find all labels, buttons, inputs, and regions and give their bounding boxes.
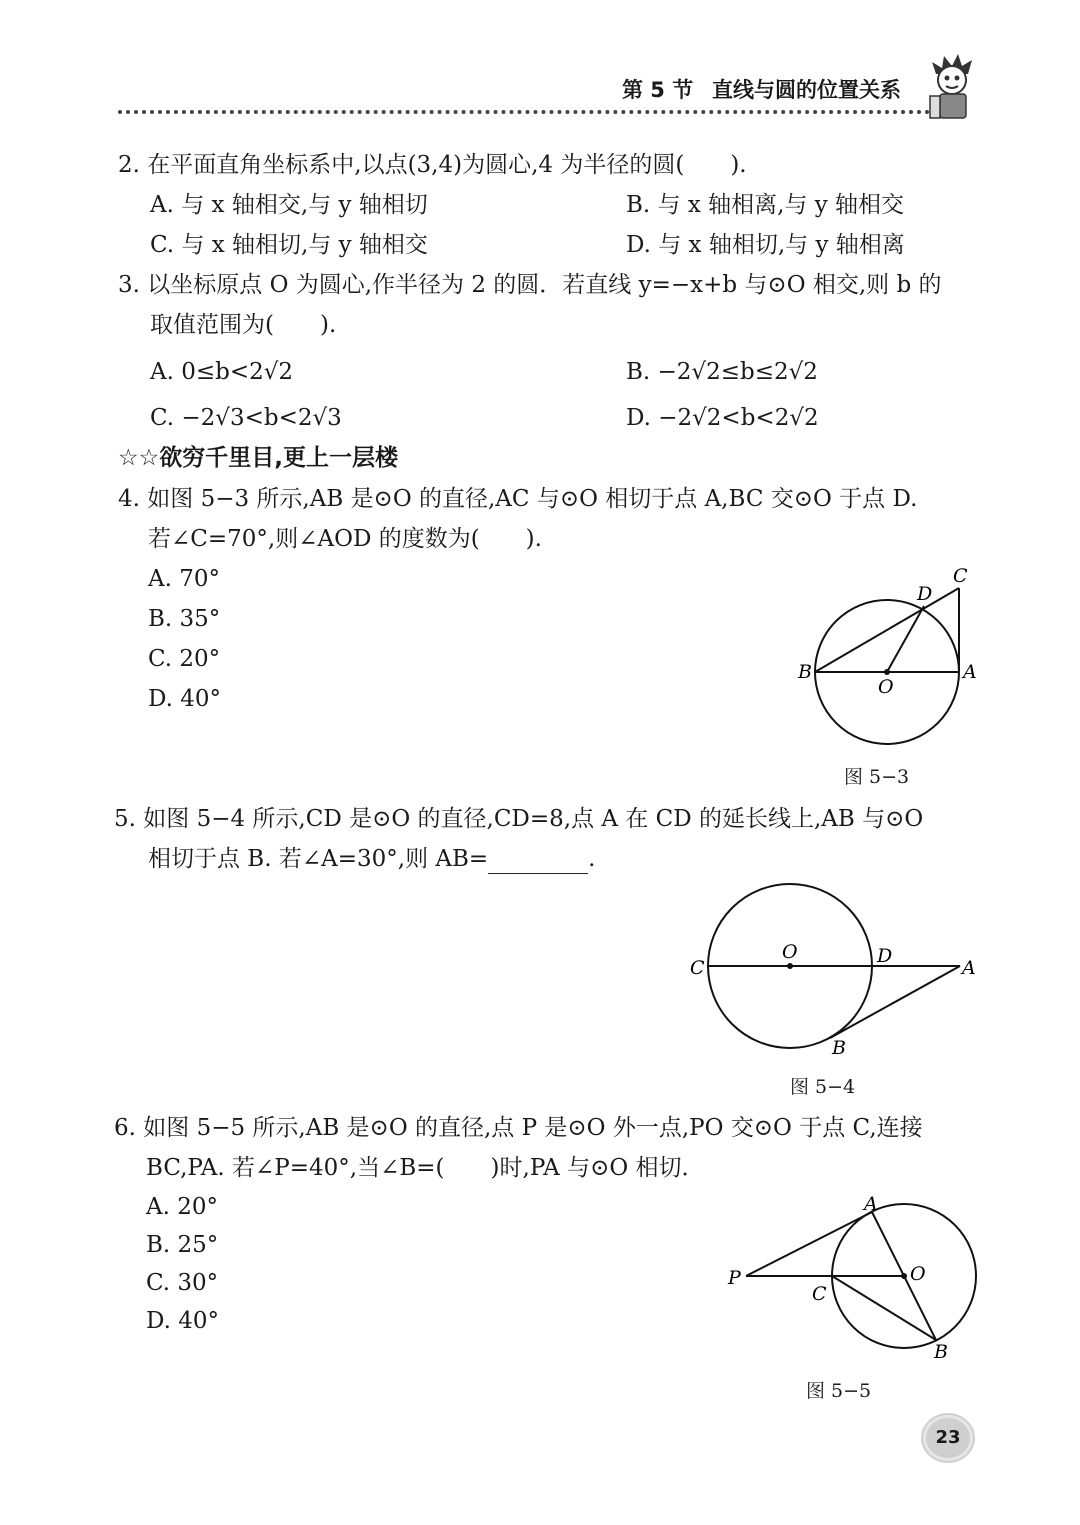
tangent-ab [830, 966, 960, 1038]
q6-stem-line1: 6. 如图 5−5 所示,AB 是⊙O 的直径,点 P 是⊙O 外一点,PO 交⊙O 于点 C,连接 [114, 1115, 923, 1141]
center-point [901, 1273, 907, 1279]
label-a: A [962, 957, 976, 979]
header-section-number: 第 5 节 [622, 78, 694, 102]
figure-5-3-caption: 图 5−3 [844, 766, 910, 788]
label-b: B [832, 1037, 846, 1059]
q4-option-d: D. 40° [148, 686, 222, 712]
label-o: O [782, 941, 798, 963]
q3-option-a: A. 0≤b<2√2 [150, 359, 294, 385]
q5-stem-text: 相切于点 B. 若∠A=30°,则 AB= [148, 846, 489, 872]
q4-stem-line1: 4. 如图 5−3 所示,AB 是⊙O 的直径,AC 与⊙O 相切于点 A,BC 交⊙O 于点 D. [118, 486, 918, 512]
tangent-pa [746, 1212, 872, 1276]
label-b: B [934, 1341, 948, 1363]
q3-stem-line1: 3. 以坐标原点 O 为圆心,作半径为 2 的圆．若直线 y=−x+b 与⊙O 相交,则 b 的 [118, 272, 942, 298]
q6-stem-line2: BC,PA. 若∠P=40°,当∠B=( )时,PA 与⊙O 相切． [146, 1155, 705, 1181]
label-c: C [690, 957, 705, 979]
q6-option-c: C. 30° [146, 1270, 219, 1296]
q6-option-d: D. 40° [146, 1308, 220, 1334]
q6-option-a: A. 20° [146, 1194, 218, 1220]
figure-5-4-caption: 图 5−4 [790, 1076, 856, 1098]
segment-od [887, 606, 924, 672]
label-d: D [917, 583, 933, 605]
figure-5-5 [722, 1190, 992, 1370]
q4-option-a: A. 70° [148, 566, 220, 592]
center-point [884, 669, 890, 675]
figure-5-3 [790, 560, 990, 760]
label-c: C [953, 565, 968, 587]
q4-option-b: B. 35° [148, 606, 221, 632]
figure-5-5-caption: 图 5−5 [806, 1380, 872, 1402]
q2-option-d: D. 与 x 轴相切,与 y 轴相离 [626, 232, 905, 258]
q5-stem-line1: 5. 如图 5−4 所示,CD 是⊙O 的直径,CD=8,点 A 在 CD 的延长线上,AB 与⊙O [114, 806, 924, 832]
figure-5-4 [680, 880, 990, 1070]
header-title: 直线与圆的位置关系 [712, 78, 901, 102]
q2-option-a: A. 与 x 轴相交,与 y 轴相切 [150, 192, 428, 218]
q2-stem: 2. 在平面直角坐标系中,以点(3,4)为圆心,4 为半径的圆( ). [118, 152, 747, 178]
q3-option-d: D. −2√2<b<2√2 [626, 405, 819, 431]
center-point [787, 963, 793, 969]
q3-option-b: B. −2√2≤b≤2√2 [626, 359, 818, 385]
label-b: B [798, 661, 812, 683]
q5-stem-end: . [588, 846, 596, 872]
label-p: P [728, 1267, 741, 1289]
header-divider [118, 110, 930, 122]
page-number: 23 [926, 1418, 970, 1458]
label-a: A [963, 661, 977, 683]
section-title: ☆☆欲穷千里目,更上一层楼 [118, 445, 398, 471]
q3-option-c: C. −2√3<b<2√3 [150, 405, 342, 431]
q4-option-c: C. 20° [148, 646, 221, 672]
q6-option-b: B. 25° [146, 1232, 219, 1258]
label-d: D [877, 945, 893, 967]
q5-answer-blank[interactable] [488, 851, 588, 874]
q5-stem-line2 [148, 844, 595, 874]
label-c: C [812, 1283, 827, 1305]
label-o: O [910, 1263, 926, 1285]
q2-option-c: C. 与 x 轴相切,与 y 轴相交 [150, 232, 428, 258]
q2-option-b: B. 与 x 轴相离,与 y 轴相交 [626, 192, 905, 218]
mascot-icon [928, 52, 978, 122]
label-o: O [878, 676, 894, 698]
label-a: A [864, 1193, 878, 1215]
q4-stem-line2: 若∠C=70°,则∠AOD 的度数为( ). [148, 526, 542, 552]
q3-stem-line2: 取值范围为( ). [150, 312, 337, 338]
